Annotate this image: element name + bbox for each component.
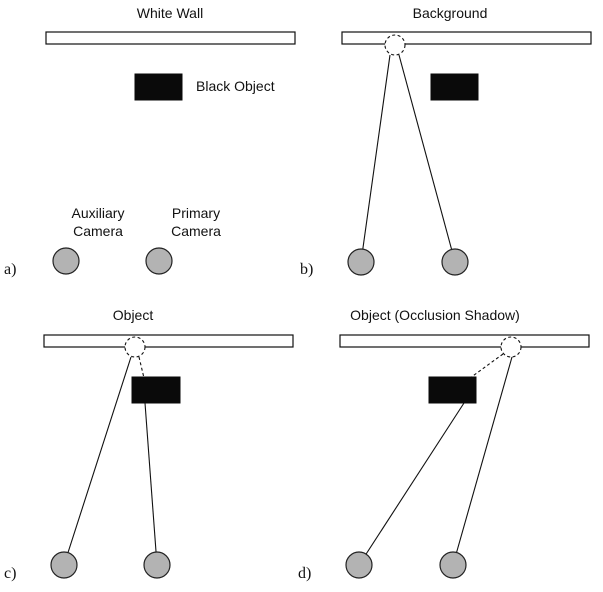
- panel-b-wall-spot: [385, 35, 405, 55]
- panel-a-primary-camera: [146, 248, 172, 274]
- panel-d-ray-occluded-segment: [470, 354, 503, 378]
- panel-b-primary-camera: [442, 249, 468, 275]
- panel-a-primary-label-line2: Camera: [171, 223, 221, 239]
- panel-d-black-object: [429, 377, 476, 403]
- panel-a-auxiliary-camera: [53, 248, 79, 274]
- panel-b-black-object: [431, 74, 478, 100]
- panel-c-black-object: [132, 377, 180, 403]
- panel-d-letter: d): [298, 565, 312, 582]
- panel-c-auxiliary-camera: [51, 552, 77, 578]
- panel-d: [298, 307, 589, 582]
- panel-d-ray-auxiliary: [359, 403, 464, 565]
- panel-a-primary-label-line1: Primary: [171, 205, 221, 221]
- panel-d-wall: [340, 335, 589, 347]
- panel-a-aux-label-line2: Camera: [73, 223, 123, 239]
- panel-b-title: Background: [412, 5, 488, 21]
- panel-b: [300, 5, 591, 278]
- panel-b-wall: [342, 32, 591, 44]
- panel-b-ray-auxiliary: [361, 55, 390, 262]
- panel-d-title: Object (Occlusion Shadow): [350, 307, 520, 323]
- panel-c-wall: [44, 335, 293, 347]
- panel-a: [4, 5, 295, 278]
- panel-d-primary-camera: [440, 552, 466, 578]
- panel-a-aux-label-line1: Auxiliary: [71, 205, 125, 221]
- panel-b-letter: b): [300, 261, 314, 278]
- panel-c-ray-auxiliary: [64, 357, 131, 565]
- panel-d-wall-spot: [501, 337, 521, 357]
- panel-a-black-object: [135, 74, 182, 100]
- panel-a-letter: a): [4, 261, 17, 278]
- panel-c-letter: c): [4, 565, 17, 582]
- panel-c-title: Object: [112, 307, 154, 323]
- panel-c-primary-camera: [144, 552, 170, 578]
- panel-a-wall: [46, 32, 295, 44]
- panel-a-object-label: Black Object: [196, 78, 275, 94]
- panel-c: [4, 307, 293, 582]
- panel-a-title: White Wall: [136, 5, 204, 21]
- panel-d-auxiliary-camera: [346, 552, 372, 578]
- panel-b-auxiliary-camera: [348, 249, 374, 275]
- panel-c-ray-occluded-segment: [139, 357, 144, 378]
- panel-c-wall-spot: [125, 337, 145, 357]
- panel-c-ray-primary: [145, 403, 157, 565]
